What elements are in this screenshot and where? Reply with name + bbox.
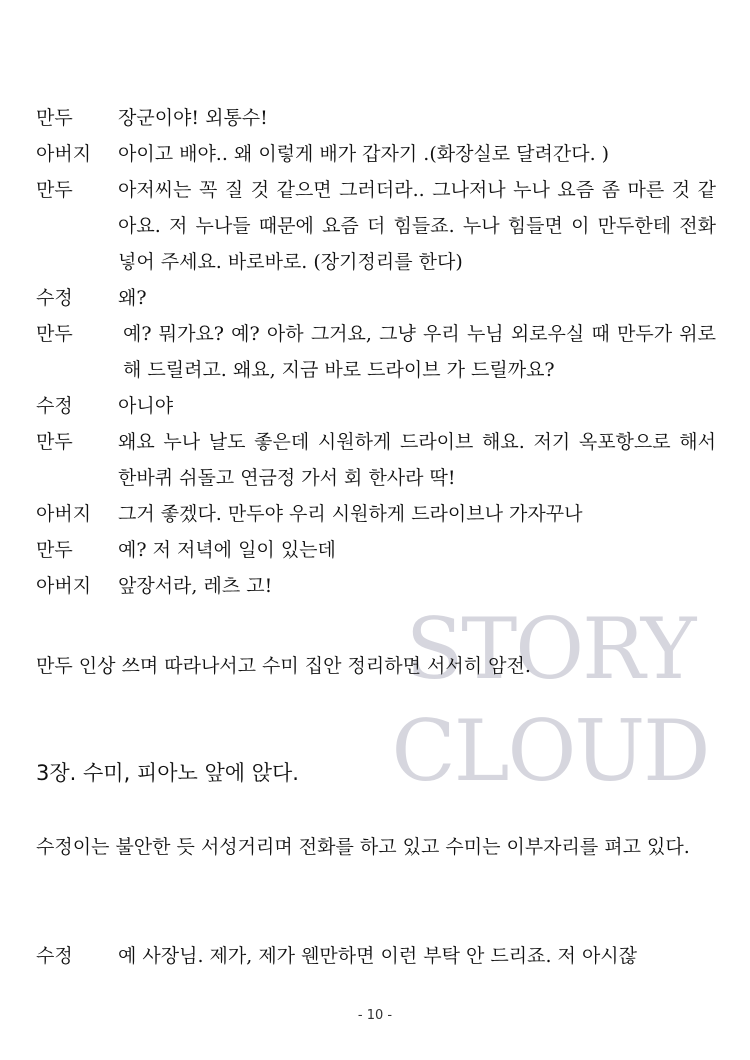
dialogue-line [36, 136, 716, 172]
speech-text: 예 사장님. 제가, 제가 웬만하면 이런 부탁 안 드리죠. 저 아시잖 [118, 945, 638, 967]
speech-text: 아이고 배야.. 왜 이렇게 배가 갑자기 .(화장실로 달려간다. ) [118, 143, 610, 165]
scene-heading: 3장. 수미, 피아노 앞에 앉다. [36, 761, 299, 785]
dialogue-line [36, 280, 716, 316]
speaker-name: 만두 [36, 539, 73, 561]
dialogue-line [36, 424, 716, 496]
speech-text: 예? 뭐가요? 예? 아하 그거요, 그냥 우리 누님 외로우실 때 만두가 위로해 드릴려고. 왜요, 지금 바로 드라이브 가 드릴까요? [123, 323, 716, 381]
speech-text: 장군이야! 외통수! [118, 107, 268, 129]
speaker-name: 만두 [36, 323, 73, 345]
speech-text: 아니야 [118, 395, 174, 417]
watermark-line-2: CLOUD [391, 702, 709, 800]
dialogue-line [36, 100, 716, 136]
stage-direction: 수정이는 불안한 듯 서성거리며 전화를 하고 있고 수미는 이부자리를 펴고 있다. [36, 836, 690, 858]
speech-text: 예? 저 저녁에 일이 있는데 [118, 539, 336, 561]
speech-text: 그거 좋겠다. 만두야 우리 시원하게 드라이브나 가자꾸나 [118, 503, 583, 525]
speech-text: 왜? [118, 287, 147, 309]
dialogue-line [36, 172, 716, 280]
page-number: - 10 - [357, 1008, 393, 1023]
speaker-name: 만두 [36, 107, 73, 129]
dialogue-line [36, 496, 716, 532]
speech-text: 앞장서라, 레츠 고! [118, 575, 273, 597]
dialogue-line [36, 316, 716, 388]
speech-text: 왜요 누나 날도 좋은데 시원하게 드라이브 해요. 저기 옥포항으로 해서 한바퀴 쉬돌고 연금정 가서 회 한사라 딱! [118, 431, 716, 489]
dialogue-line [36, 938, 716, 974]
speaker-name: 만두 [36, 431, 73, 453]
speaker-name: 아버지 [36, 503, 92, 525]
dialogue-line [36, 532, 716, 568]
watermark-line-1: STORY [405, 600, 695, 698]
speaker-name: 만두 [36, 179, 73, 201]
speaker-name: 수정 [36, 945, 73, 967]
speaker-name: 아버지 [36, 143, 92, 165]
speech-text: 아저씨는 꼭 질 것 같으면 그러더라.. 그나저나 누나 요즘 좀 마른 것 같아요. 저 누나들 때문에 요즘 더 힘들죠. 누나 힘들면 이 만두한테 전화 넣어 주세요. 바로바로. (장기정리를 한다) [118, 179, 716, 273]
stage-direction: 만두 인상 쓰며 따라나서고 수미 집안 정리하면 서서히 암전. [36, 655, 531, 677]
speaker-name: 수정 [36, 395, 73, 417]
dialogue-line [36, 568, 716, 604]
speaker-name: 수정 [36, 287, 73, 309]
dialogue-line [36, 388, 716, 424]
speaker-name: 아버지 [36, 575, 92, 597]
